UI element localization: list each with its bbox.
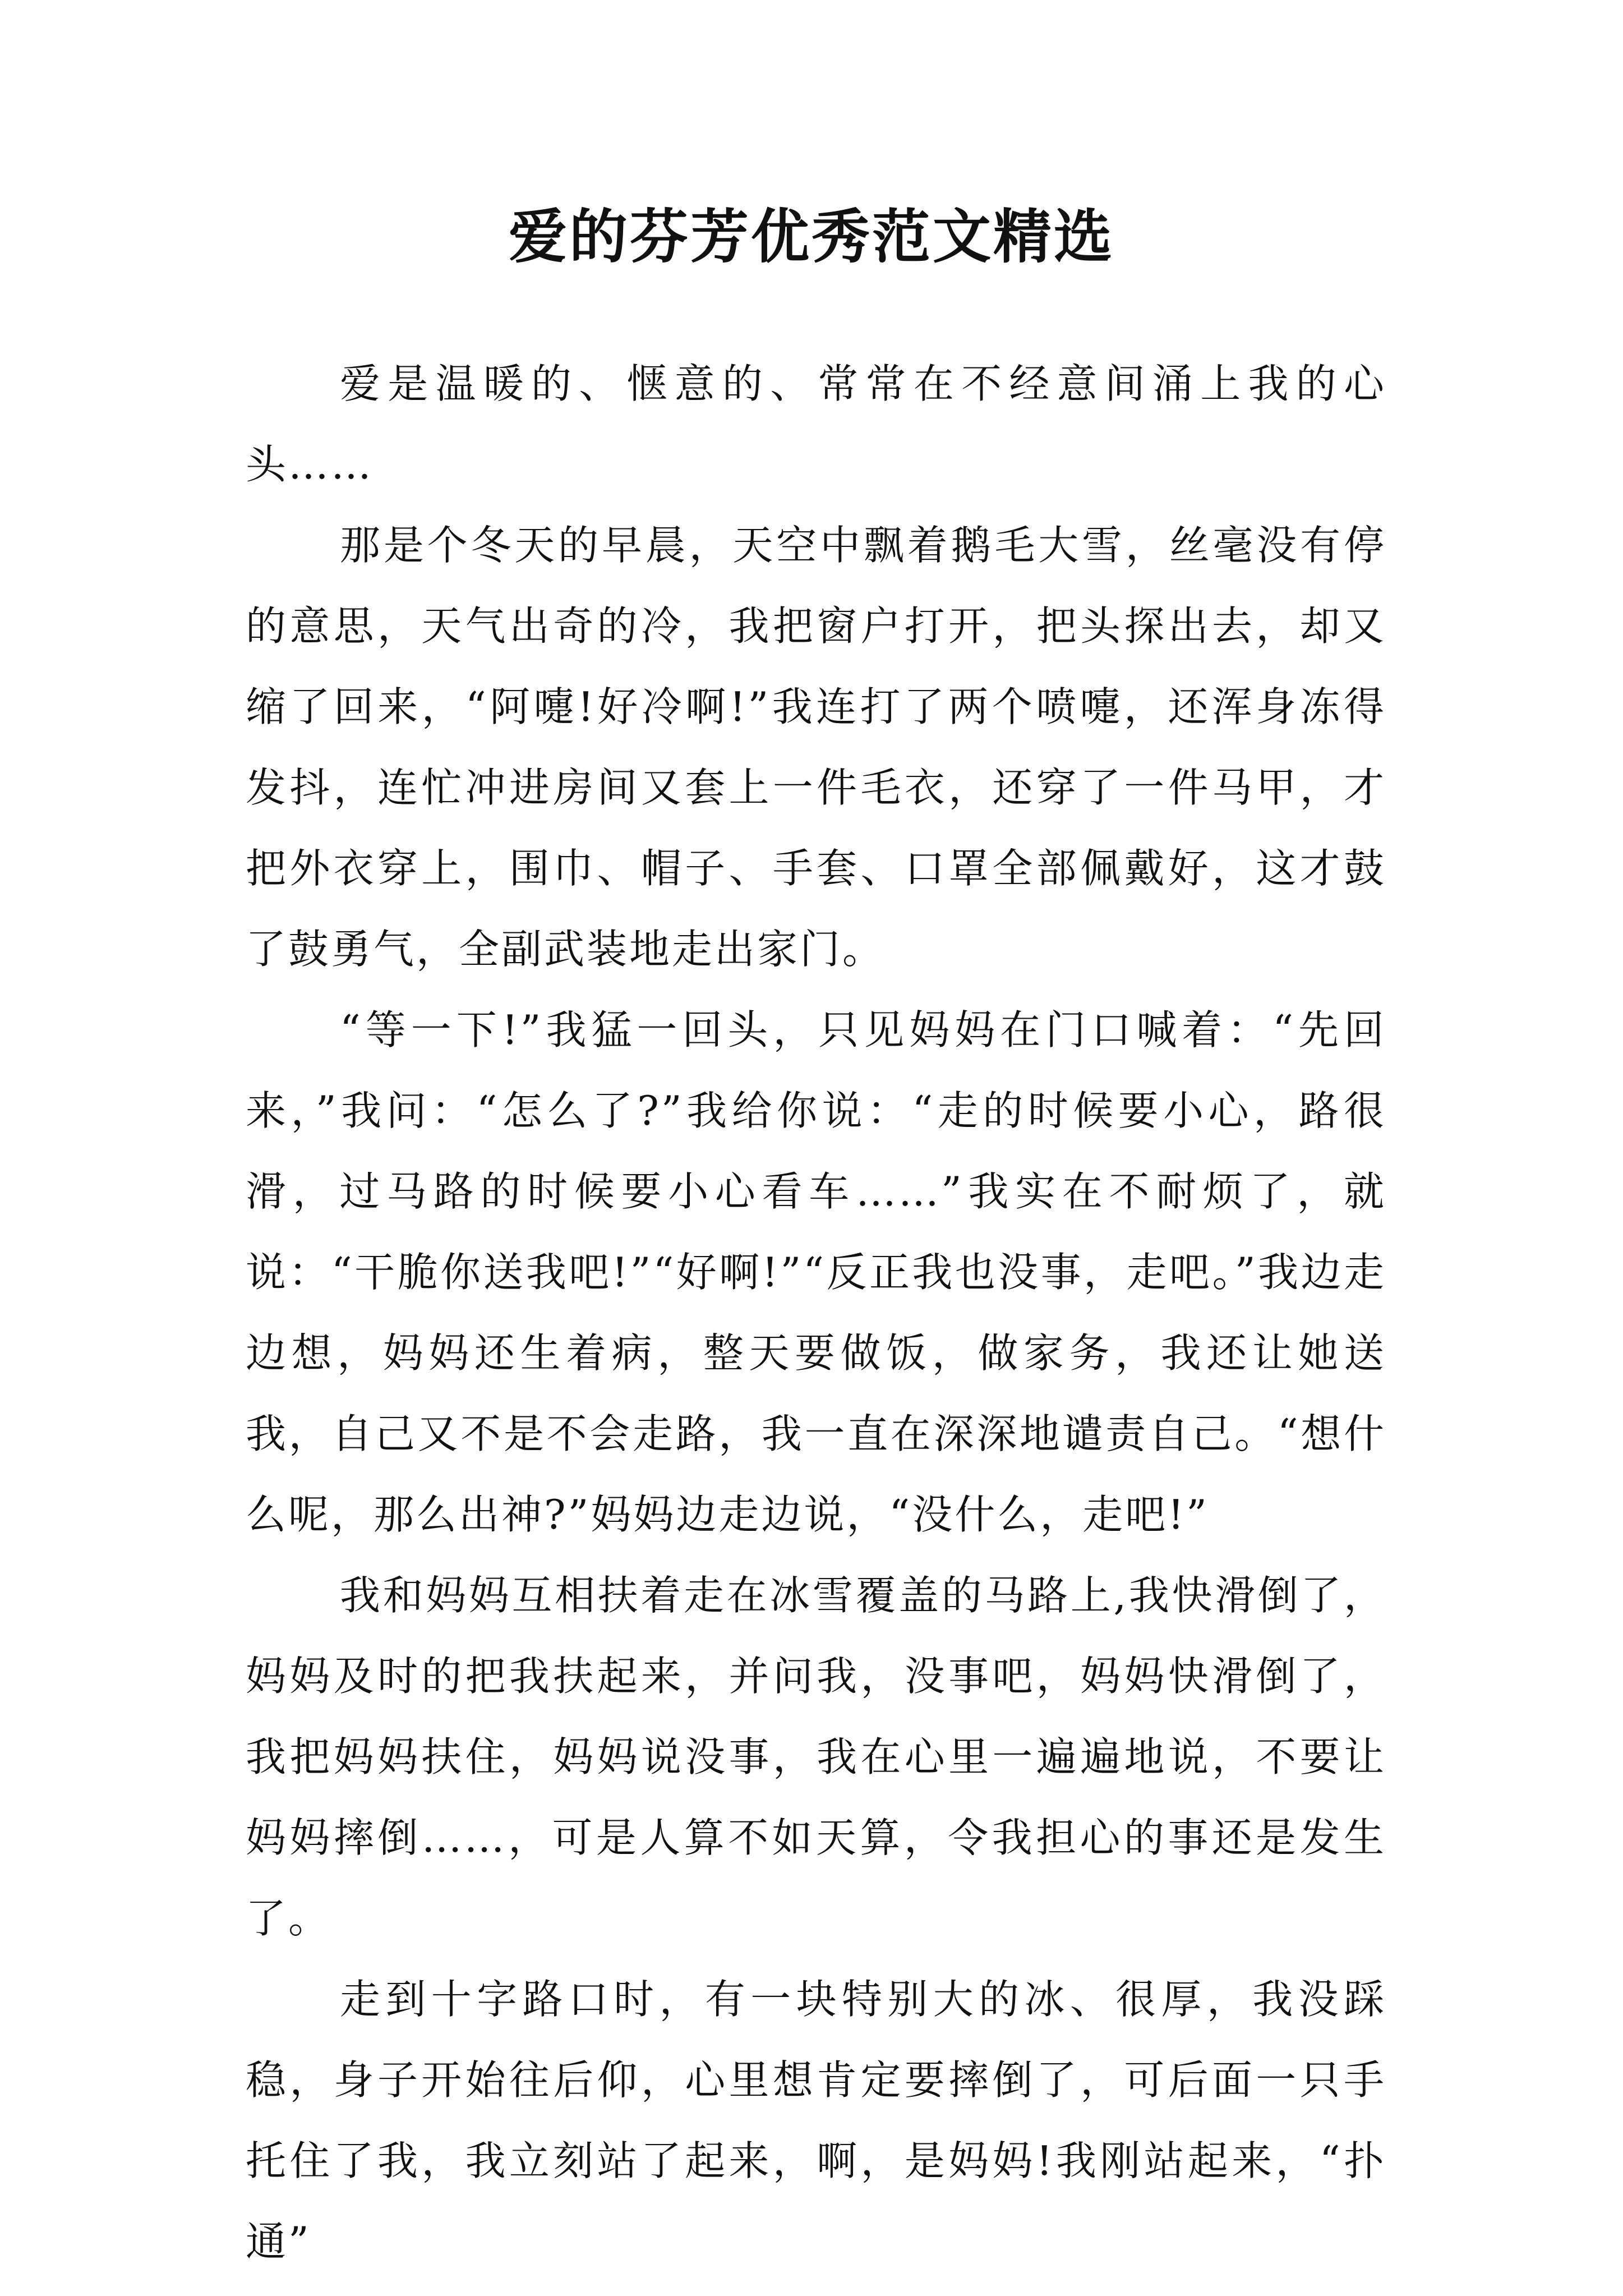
paragraph-3: “等一下!”我猛一回头，只见妈妈在门口喊着：“先回来，”我问：“怎么了?”我给你说：“走的时候要小心，路很滑，过马路的时候要小心看车……”我实在不耐烦了，就说：“干脆你送我吧!”“好啊!”“反正我也没事，走吧。”我边走边想，妈妈还生着病，整天要做饭，做家务，我还让她送我，自己又不是不会走路，我一直在深深地谴责自己。“想什么呢，那么出神?”妈妈边走边说，“没什么，走吧!” [246, 1006, 1386, 1538]
paragraph-4: 我和妈妈互相扶着走在冰雪覆盖的马路上,我快滑倒了，妈妈及时的把我扶起来，并问我，没事吧，妈妈快滑倒了，我把妈妈扶住，妈妈说没事，我在心里一遍遍地说，不要让妈妈摔倒……，可是人算不如天算，令我担心的事还是发生了。 [246, 1572, 1386, 1942]
paragraph-1: 爱是温暖的、惬意的、常常在不经意间涌上我的心头…… [246, 360, 1386, 488]
document-body [246, 343, 1386, 2282]
document-title: 爱的芬芳优秀范文精选 [508, 202, 1114, 271]
paragraph-5: 走到十字路口时，有一块特别大的冰、很厚，我没踩稳，身子开始往后仰，心里想肯定要摔倒了，可后面一只手托住了我，我立刻站了起来，啊，是妈妈!我刚站起来，“扑通” [246, 1976, 1386, 2265]
paragraph-2: 那是个冬天的早晨，天空中飘着鹅毛大雪，丝毫没有停的意思，天气出奇的冷，我把窗户打开，把头探出去，却又缩了回来，“阿嚏!好冷啊!”我连打了两个喷嚏，还浑身冻得发抖，连忙冲进房间又套上一件毛衣，还穿了一件马甲，才把外衣穿上，围巾、帽子、手套、口罩全部佩戴好，这才鼓了鼓勇气，全副武装地走出家门。 [246, 522, 1386, 973]
